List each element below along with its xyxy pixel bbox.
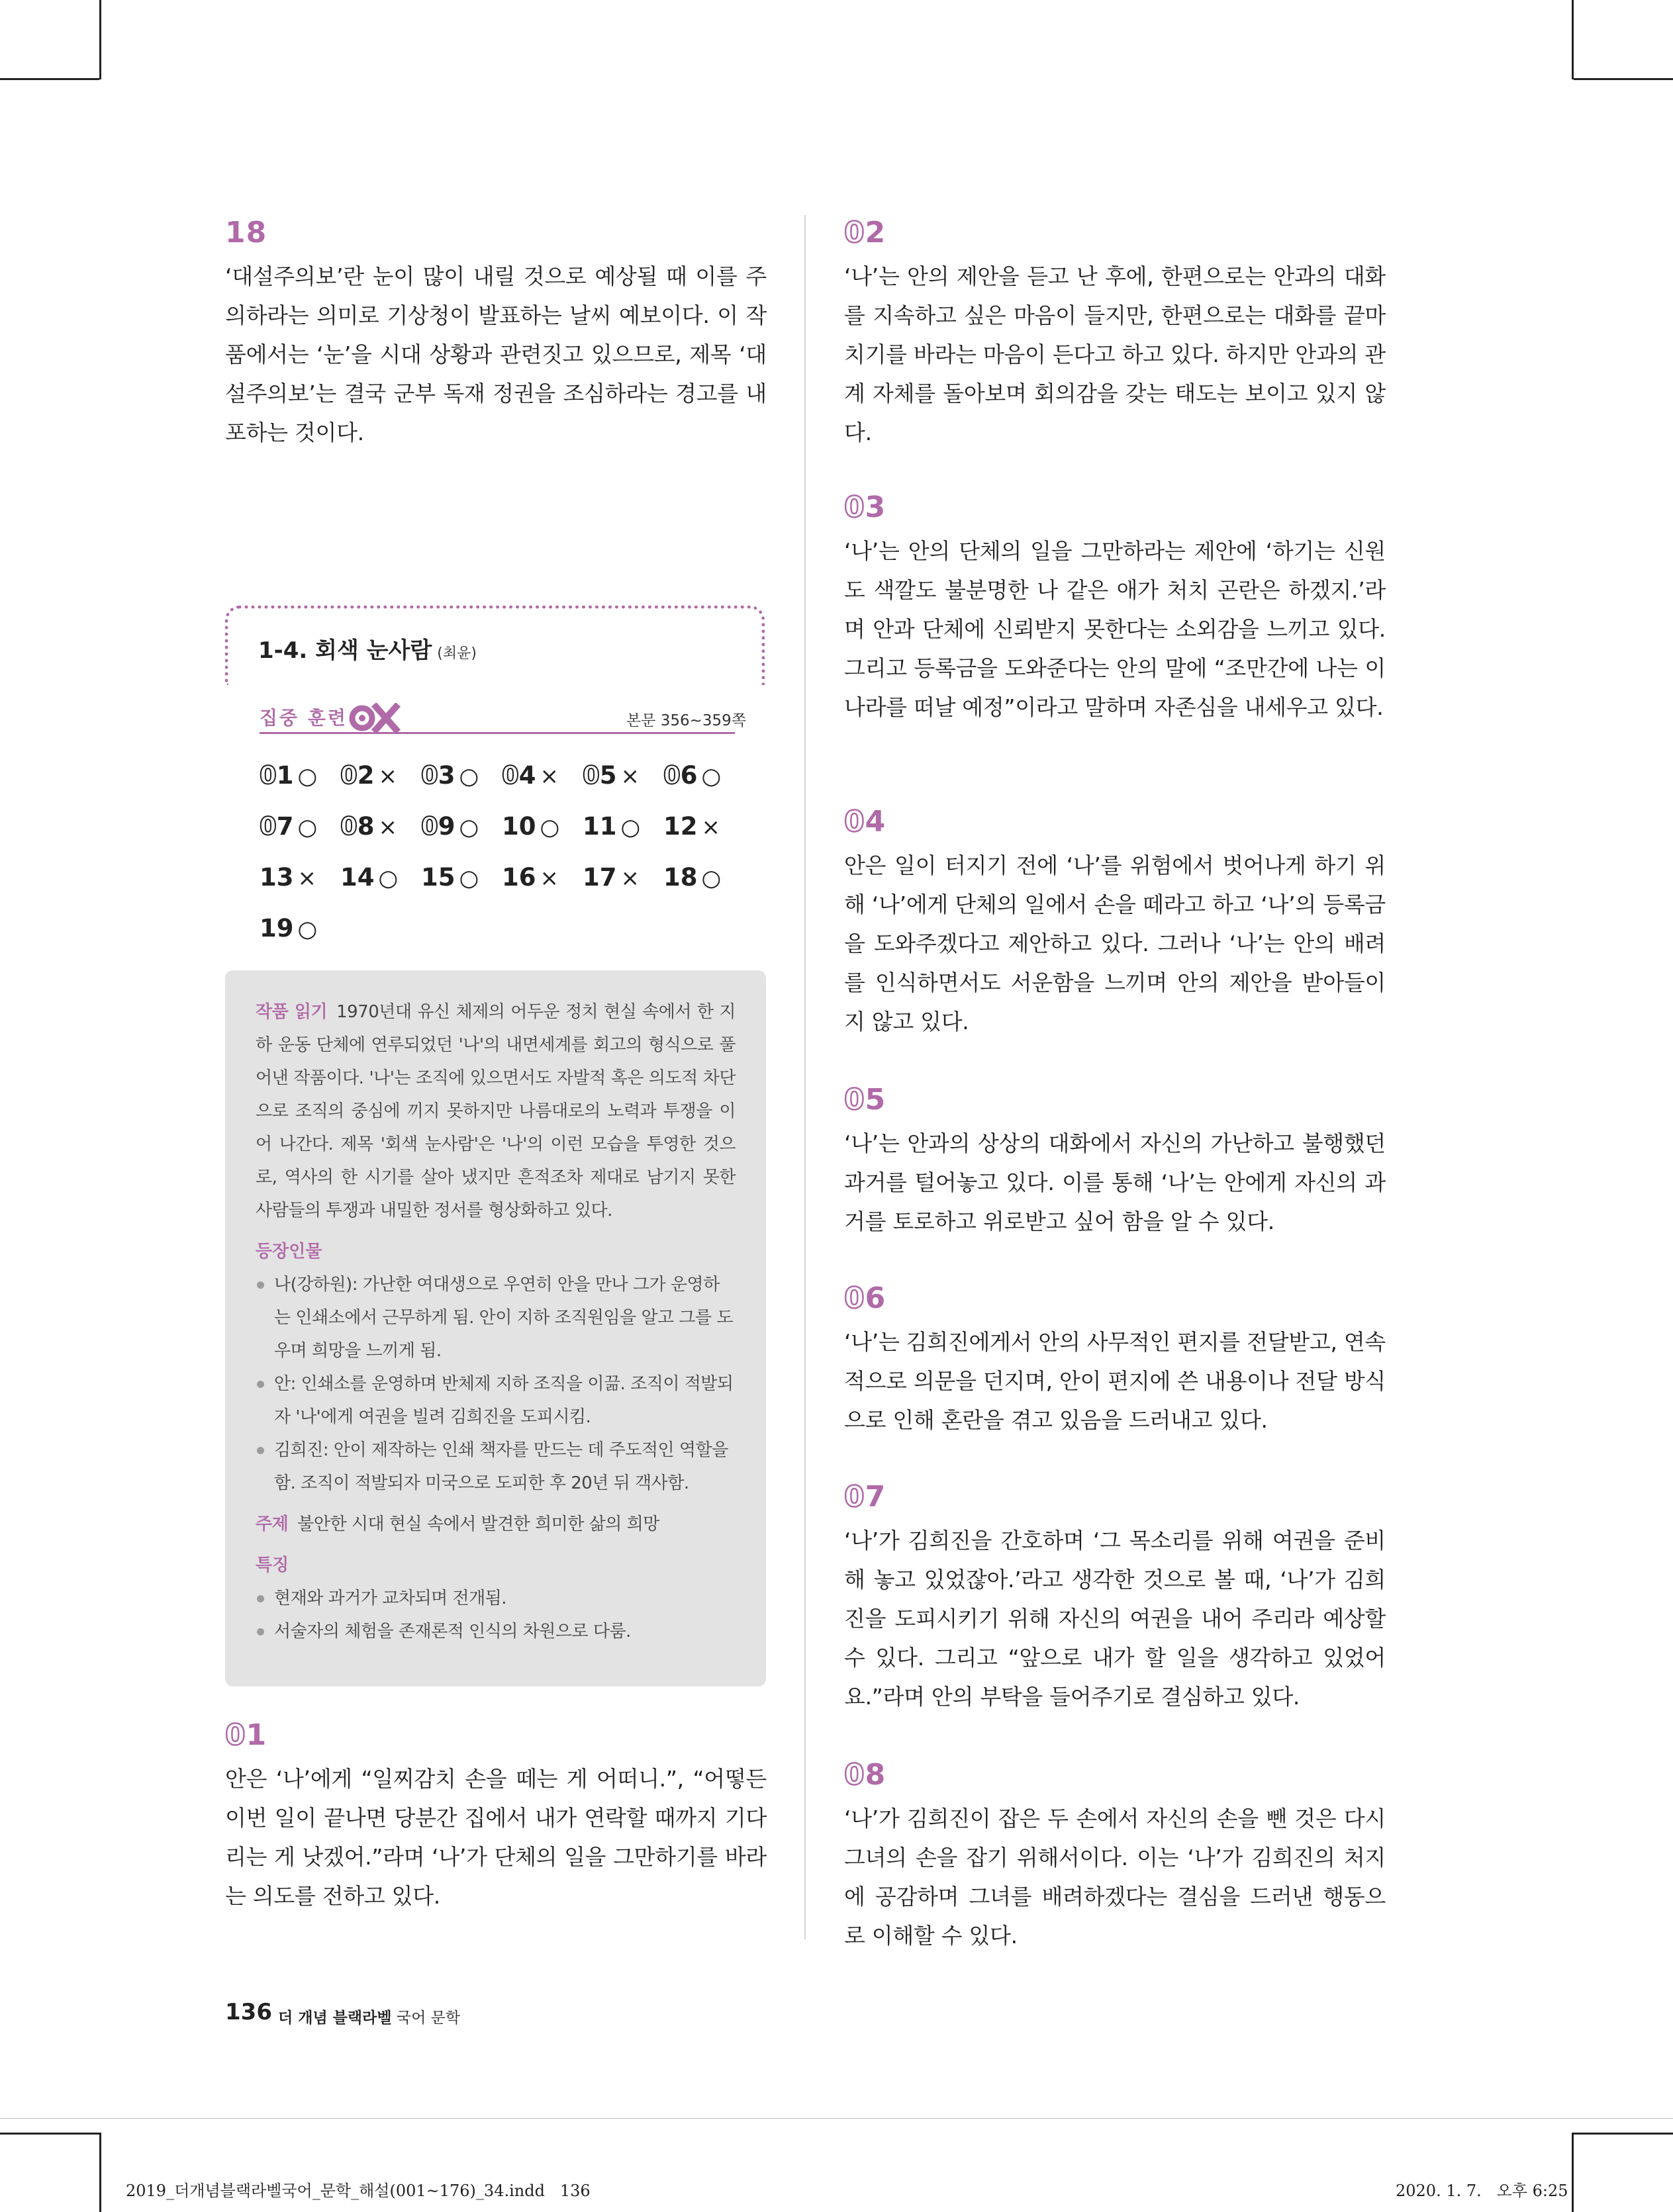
ox-answer [421,758,502,794]
ox-answer [663,860,744,896]
answer-text: ‘나’는 안과의 상상의 대화에서 자신의 가난하고 불행했던 과거를 털어놓고 있다. 이를 통해 ‘나’는 안에게 자신의 과거를 토로하고 위로받고 싶어 함을 알 수 있다. [844,1130,1386,1234]
answer-number-zero: 0 [844,1758,865,1792]
ox-answer-mark: ○ [701,763,722,790]
ox-answer [583,860,663,896]
training-label: 집중 훈련 [260,707,348,729]
ox-answer-mark: × [378,814,397,841]
answer-number [844,1758,1386,1792]
answer-number [844,1480,1386,1514]
feature-item: 서술자의 체험을 존재론적 인식의 차원으로 다룸. [256,1615,736,1648]
answer-number-zero: 0 [844,1083,865,1117]
ox-answer [260,758,340,794]
crop-mark [0,2133,99,2135]
answer-text: 안은 일이 터지기 전에 ‘나’를 위험에서 벗어나게 하기 위해 ‘나’에게 단체의 일에서 손을 떼라고 하고 ‘나’의 등록금을 도와주겠다고 제안하고 있다. 그러나 ‘나’는 안의 배려를 인식하면서도 서운함을 느끼며 안의 제안을 받아들이지 않고 있다. [844,853,1386,1035]
ox-answer-mark: × [701,814,720,841]
theme-label: 주제 [256,1514,289,1534]
ox-answer-number: 6 [680,761,698,790]
training-underline [260,732,735,734]
print-slug-date: 2020. 1. 7. 오후 6:25 [1396,2182,1568,2200]
answer-number-digit: 3 [865,490,886,524]
ox-answer-number: 19 [260,914,294,943]
character-item: 나(강하원): 가난한 여대생으로 우연히 안을 만나 그가 운영하는 인쇄소에서 근무하게 됨. 안이 지하 조직원임을 알고 그를 도우며 희망을 느끼게 됨. [256,1268,736,1367]
answer-number-zero: 0 [844,805,865,839]
theme-paragraph [256,1508,736,1541]
ox-answer-number: 8 [357,812,375,841]
characters-label: 등장인물 [256,1242,322,1262]
ox-answer-number: 15 [421,863,455,892]
answer-18 [225,218,767,452]
answer-text: ‘나’가 김희진을 간호하며 ‘그 목소리를 위해 여권을 준비해 놓고 있었잖아.’라고 생각한 것으로 볼 때, ‘나’가 김희진을 도피시키기 위해 자신의 여권을 내어 주리라 예상할 수 있다. 그리고 “앞으로 내가 할 일을 생각하고 있었어요.”라며 안의 부탁을 들어주기로 결심하고 있다. [844,1528,1386,1710]
answer-number-digit: 4 [865,805,886,839]
ox-answer-mark: × [620,763,640,790]
ox-answer-mark: ○ [459,814,479,841]
ox-answer-number: 9 [438,812,455,841]
answer-01 [225,1718,767,1915]
ox-answer-mark: × [540,865,559,892]
ox-answer-zero: 0 [663,761,681,790]
ox-logo-text: OX [348,703,350,704]
features-label: 특징 [256,1555,289,1575]
ox-answer-mark: ○ [540,814,560,841]
character-item: 김희진: 안이 제작하는 인쇄 책자를 만드는 데 주도적인 역할을 함. 조직이 적발되자 미국으로 도피한 후 20년 뒤 객사함. [256,1434,736,1500]
crop-mark [0,78,99,80]
ox-answer-number: 4 [518,761,536,790]
ox-answer-mark: × [620,865,640,892]
answer-number-digit: 2 [865,216,886,250]
ox-answer [340,758,421,794]
ox-answer-mark: ○ [701,865,722,892]
book-title [278,2005,460,2027]
answer-number-zero: 0 [844,490,865,524]
answer-number [844,490,1386,524]
ox-answer [340,860,421,896]
ox-answer-mark: × [540,763,559,790]
ox-answer-zero: 0 [421,761,438,790]
answer-text: ‘나’는 김희진에게서 안의 사무적인 편지를 전달받고, 연속적으로 의문을 던지며, 안이 편지에 쓴 내용이나 전달 방식으로 인해 혼란을 겪고 있음을 드러내고 있다. [844,1329,1386,1433]
book-title-bold: 더 개념 블랙라벨 [278,2009,392,2027]
ox-answer-mark: ○ [297,814,318,841]
ox-answer [583,809,663,845]
ox-answer [663,758,744,794]
answer-number [844,807,1386,837]
answer-number-zero: 0 [844,1480,865,1514]
reading-paragraph [256,995,736,1227]
answer-number-digit: 6 [865,1281,886,1315]
ox-answer-zero: 0 [421,812,438,841]
crop-mark [0,2118,1673,2119]
answer-text: ‘나’가 김희진이 잡은 두 손에서 자신의 손을 뺀 것은 다시 그녀의 손을 잡기 위해서이다. 이는 ‘나’가 김희진의 처지에 공감하며 그녀를 배려하겠다는 결심을 드러낸 행동으로 이해할 수 있다. [844,1806,1386,1949]
answer-number [225,1718,767,1752]
ox-answer-mark: ○ [378,865,399,892]
ox-answer-number: 16 [502,863,536,892]
ox-answer-number: 14 [340,863,375,892]
page-range: 본문 356~359쪽 [626,712,747,729]
answer-text: ‘나’는 안의 제안을 듣고 난 후에, 한편으로는 안과의 대화를 지속하고 싶은 마음이 들지만, 한편으로는 대화를 끝마치기를 바라는 마음이 든다고 하고 있다. 하지만 안과의 관계 자체를 돌아보며 회의감을 갖는 태도는 보이고 있지 않다. [844,263,1386,445]
crop-mark [99,2133,101,2212]
answer-number-zero: 0 [844,216,865,250]
print-slug-file: 2019_더개념블랙라벨국어_문학_해설(001~176)_34.indd 136 [126,2182,591,2200]
ox-answer-number: 11 [583,812,617,841]
character-item: 안: 인쇄소를 운영하며 반체제 지하 조직을 이끎. 조직이 적발되자 '나'에게 여권을 빌려 김희진을 도피시킴. [256,1367,736,1434]
answer-08 [844,1758,1386,1955]
answer-02 [844,218,1386,452]
ox-answer-mark: ○ [620,814,641,841]
ox-answer-number: 13 [260,863,294,892]
ox-answer-number: 18 [663,863,698,892]
answer-07 [844,1480,1386,1716]
answer-number [844,1281,1386,1315]
reading-text: 1970년대 유신 체제의 어두운 정치 현실 속에서 한 지하 운동 단체에 연루되었던 '나'의 내면세계를 회고의 형식으로 풀어낸 작품이다. '나'는 조직에 있으면서도 자발적 혹은 의도적 차단으로 조직의 중심에 끼지 못하지만 나름대로의 노력과 투쟁을 이어 나간다. 제목 '회색 눈사람'은 '나'의 이런 모습을 투영한 것으로, 역사의 한 시기를 살아 냈지만 흔적조차 제대로 남기지 못한 사람들의 투쟁과 내밀한 정서를 형상화하고 있다. [256,1002,736,1221]
ox-answer-zero: 0 [502,761,519,790]
ox-answer-zero: 0 [260,761,277,790]
ox-answer-number: 10 [502,812,536,841]
answer-text: 안은 ‘나’에게 “일찌감치 손을 떼는 게 어떠니.”, “어떻든 이번 일이 끝나면 당분간 집에서 내가 연락할 때까지 기다리는 게 낫겠어.”라며 ‘나’가 단체의 일을 그만하기를 바라는 의도를 전하고 있다. [225,1766,767,1909]
answer-number-digit: 8 [865,1758,886,1792]
book-title-rest: 국어 문학 [396,2009,461,2027]
work-title-text: 1-4. 회색 눈사람 [258,637,432,664]
ox-answer-grid [260,758,749,947]
work-info-box [225,970,766,1686]
ox-answer-mark: ○ [459,763,479,790]
ox-answer-zero: 0 [260,812,277,841]
ox-answer [421,860,502,896]
answer-text: ‘나’는 안의 단체의 일을 그만하라는 제안에 ‘하기는 신원도 색깔도 불분명한 나 같은 애가 처치 곤란은 하겠지.’라며 안과 단체에 신뢰받지 못한다는 소외감을 느끼고 있다. 그리고 등록금을 도와준다는 안의 말에 “조만간에 나는 이 나라를 떠날 예정”이라고 말하며 자존심을 내세우고 있다. [844,538,1386,720]
ox-answer [260,911,340,947]
ox-answer-number: 12 [663,812,698,841]
crop-mark [99,0,101,79]
answer-number-digit: 5 [865,1083,886,1117]
ox-answer-number: 17 [583,863,617,892]
crop-mark [1572,2133,1574,2212]
answer-number-digit: 1 [246,1718,267,1752]
page-number: 136 [225,1999,272,2025]
ox-logo-icon [348,703,401,733]
work-author: (최윤) [437,645,477,662]
ox-answer [663,809,744,845]
crop-mark [1574,2133,1673,2135]
answer-text: ‘대설주의보’란 눈이 많이 내릴 것으로 예상될 때 이를 주의하라는 의미로 기상청이 발표하는 날씨 예보이다. 이 작품에서는 ‘눈’을 시대 상황과 관련짓고 있으므로, 제목 ‘대설주의보’는 결국 군부 독재 정권을 조심하라는 경고를 내포하는 것이다. [225,263,767,445]
answer-06 [844,1281,1386,1440]
crop-mark [1572,0,1574,79]
ox-answer [583,758,663,794]
ox-answer-number: 5 [599,761,617,790]
ox-answer-zero: 0 [583,761,600,790]
answer-number: 18 [225,216,267,250]
answer-03 [844,490,1386,727]
ox-answer [260,809,340,845]
ox-answer-number: 3 [438,761,455,790]
theme-text: 불안한 시대 현실 속에서 발견한 희미한 삶의 희망 [297,1514,659,1534]
ox-answer [260,860,340,896]
ox-answer [340,809,421,845]
ox-answer-number: 1 [276,761,294,790]
column-divider [804,215,806,1939]
ox-answer [502,809,583,845]
ox-answer-mark: × [378,763,397,790]
ox-answer-mark: ○ [297,916,318,943]
ox-answer-mark: ○ [459,865,479,892]
answer-number-zero: 0 [225,1718,246,1752]
answer-number [844,1085,1386,1115]
crop-mark [1574,78,1673,80]
ox-answer-zero: 0 [340,761,358,790]
ox-answer-zero: 0 [340,812,358,841]
answer-05 [844,1085,1386,1241]
answer-number [844,218,1386,248]
answer-number-digit: 7 [865,1480,886,1514]
reading-label: 작품 읽기 [256,1002,328,1022]
ox-answer [421,809,502,845]
feature-item: 현재와 과거가 교차되며 전개됨. [256,1582,736,1615]
ox-answer [502,860,583,896]
ox-answer-number: 7 [276,812,294,841]
answer-04 [844,807,1386,1041]
ox-answer-mark: × [297,865,316,892]
ox-answer-number: 2 [357,761,375,790]
work-title [258,632,477,665]
ox-answer [502,758,583,794]
ox-answer-mark: ○ [297,763,318,790]
answer-number-zero: 0 [844,1281,865,1315]
